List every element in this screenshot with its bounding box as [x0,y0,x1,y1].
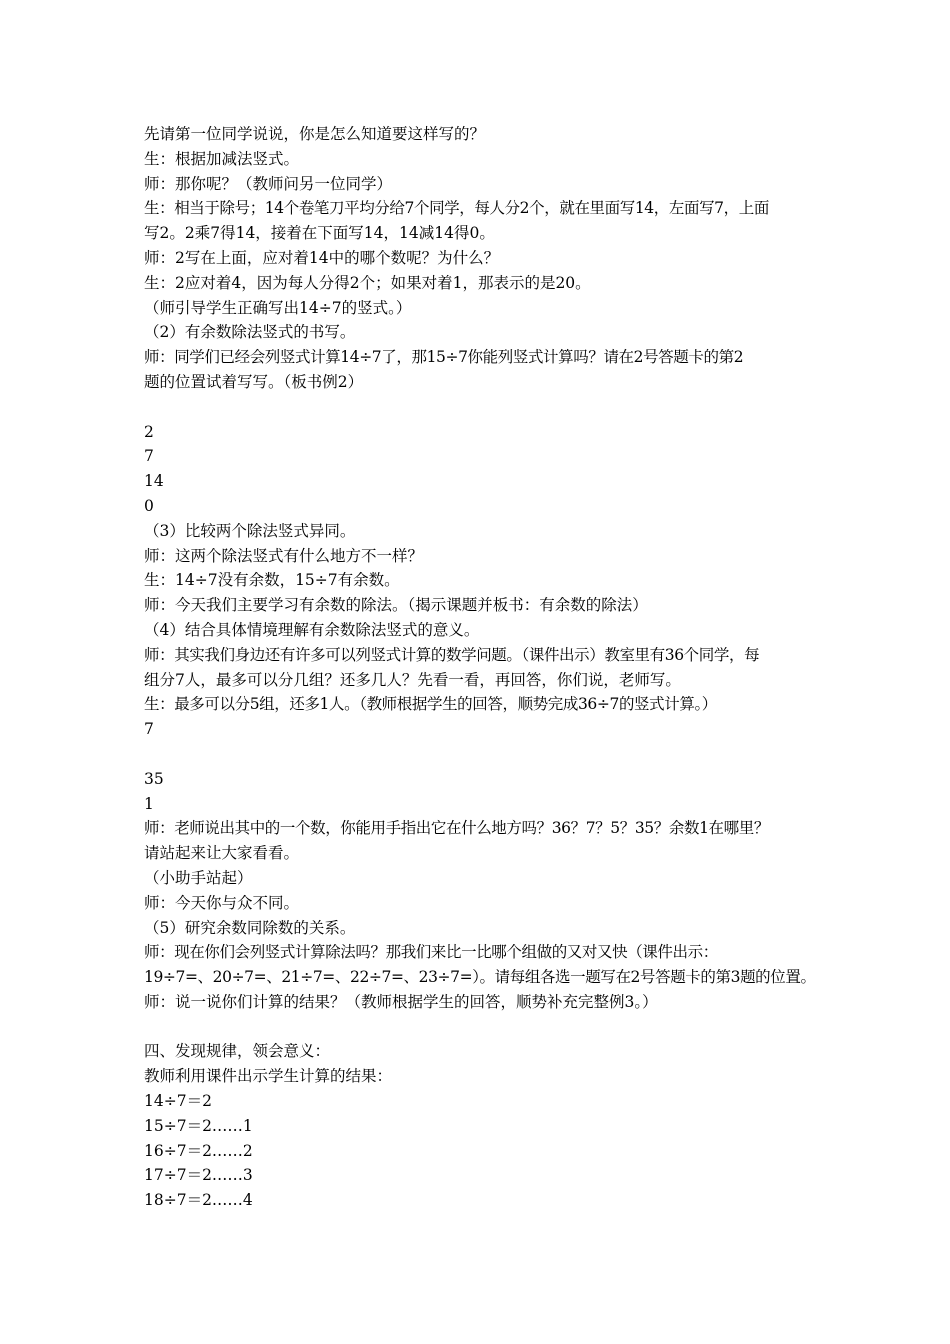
equation-line: 16÷7＝2……2 [144,1141,253,1160]
text-line: 师：现在你们会列竖式计算除法吗？那我们来比一比哪个组做的又对又快（课件出示： [144,943,718,962]
blank-line [144,1015,824,1040]
text-line: 1 [144,794,154,813]
text-line: 写2。2乘7得14，接着在下面写14，14减14得0。 [144,224,495,243]
text-line: 题的位置试着写写。（板书例2） [144,372,364,391]
text-line: （2）有余数除法竖式的书写。 [144,323,356,342]
blank-line [144,395,824,420]
text-line: （5）研究余数同除数的关系。 [144,918,356,937]
blank-line [144,742,824,767]
text-line: 生：14÷7没有余数，15÷7有余数。 [144,571,400,590]
text-line: 师：2写在上面，应对着14中的哪个数呢？为什么？ [144,248,500,267]
text-line: 请站起来让大家看看。 [144,844,300,863]
text-line: 先请第一位同学说说，你是怎么知道要这样写的？ [144,125,486,143]
text-line: 师：说一说你们计算的结果？（教师根据学生的回答，顺势补充完整例3。） [144,992,658,1011]
document-body [144,122,824,1213]
text-line: 生：相当于除号；14个卷笔刀平均分给7个同学，每人分2个，就在里面写14，左面写7，上面 [144,199,769,218]
text-line: （师引导学生正确写出14÷7的竖式。） [144,298,412,317]
text-line: 师：这两个除法竖式有什么地方不一样？ [144,546,424,565]
text-line: 生：2应对着4，因为每人分得2个；如果对着1，那表示的是20。 [144,273,591,292]
text-line: （4）结合具体情境理解有余数除法竖式的意义。 [144,620,480,639]
equation-line: 17÷7＝2……3 [144,1166,253,1185]
text-line: 师：老师说出其中的一个数，你能用手指出它在什么地方吗？36？7？5？35？余数1在哪里？ [144,819,769,838]
equation-line: 15÷7＝2……1 [144,1116,253,1135]
text-line: 35 [144,769,164,788]
text-line: 2 [144,422,154,441]
text-line: 生：根据加减法竖式。 [144,149,300,168]
text-line: 师：同学们已经会列竖式计算14÷7了，那15÷7你能列竖式计算吗？请在2号答题卡的第2 [144,348,744,367]
text-line: 7 [144,447,154,466]
text-line: 7 [144,720,154,739]
text-line: 教师利用课件出示学生计算的结果： [144,1067,393,1086]
text-line: 师：今天我们主要学习有余数的除法。（揭示课题并板书：有余数的除法） [144,596,648,615]
text-line: 师：今天你与众不同。 [144,893,300,912]
text-line: 19÷7=、20÷7=、21÷7=、22÷7=、23÷7=）。请每组各选一题写在2号答题卡的第3题的位置。 [144,968,816,987]
text-line: 师：那你呢？（教师问另一位同学） [144,174,393,193]
text-line: 0 [144,496,154,515]
text-line: （3）比较两个除法竖式异同。 [144,521,356,540]
text-line: 组分7人，最多可以分几组？还多几人？先看一看，再回答，你们说，老师写。 [144,670,681,689]
text-line: 14 [144,472,164,491]
section-heading: 四、发现规律，领会意义： [144,1042,331,1061]
equation-line: 14÷7＝2 [144,1092,212,1111]
text-line: 师：其实我们身边还有许多可以列竖式计算的数学问题。（课件出示）教室里有36个同学，每 [144,645,760,664]
text-line: 生：最多可以分5组，还多1人。（教师根据学生的回答，顺势完成36÷7的竖式计算。） [144,695,717,714]
text-line: （小助手站起） [144,868,253,887]
equation-line: 18÷7＝2……4 [144,1191,253,1210]
